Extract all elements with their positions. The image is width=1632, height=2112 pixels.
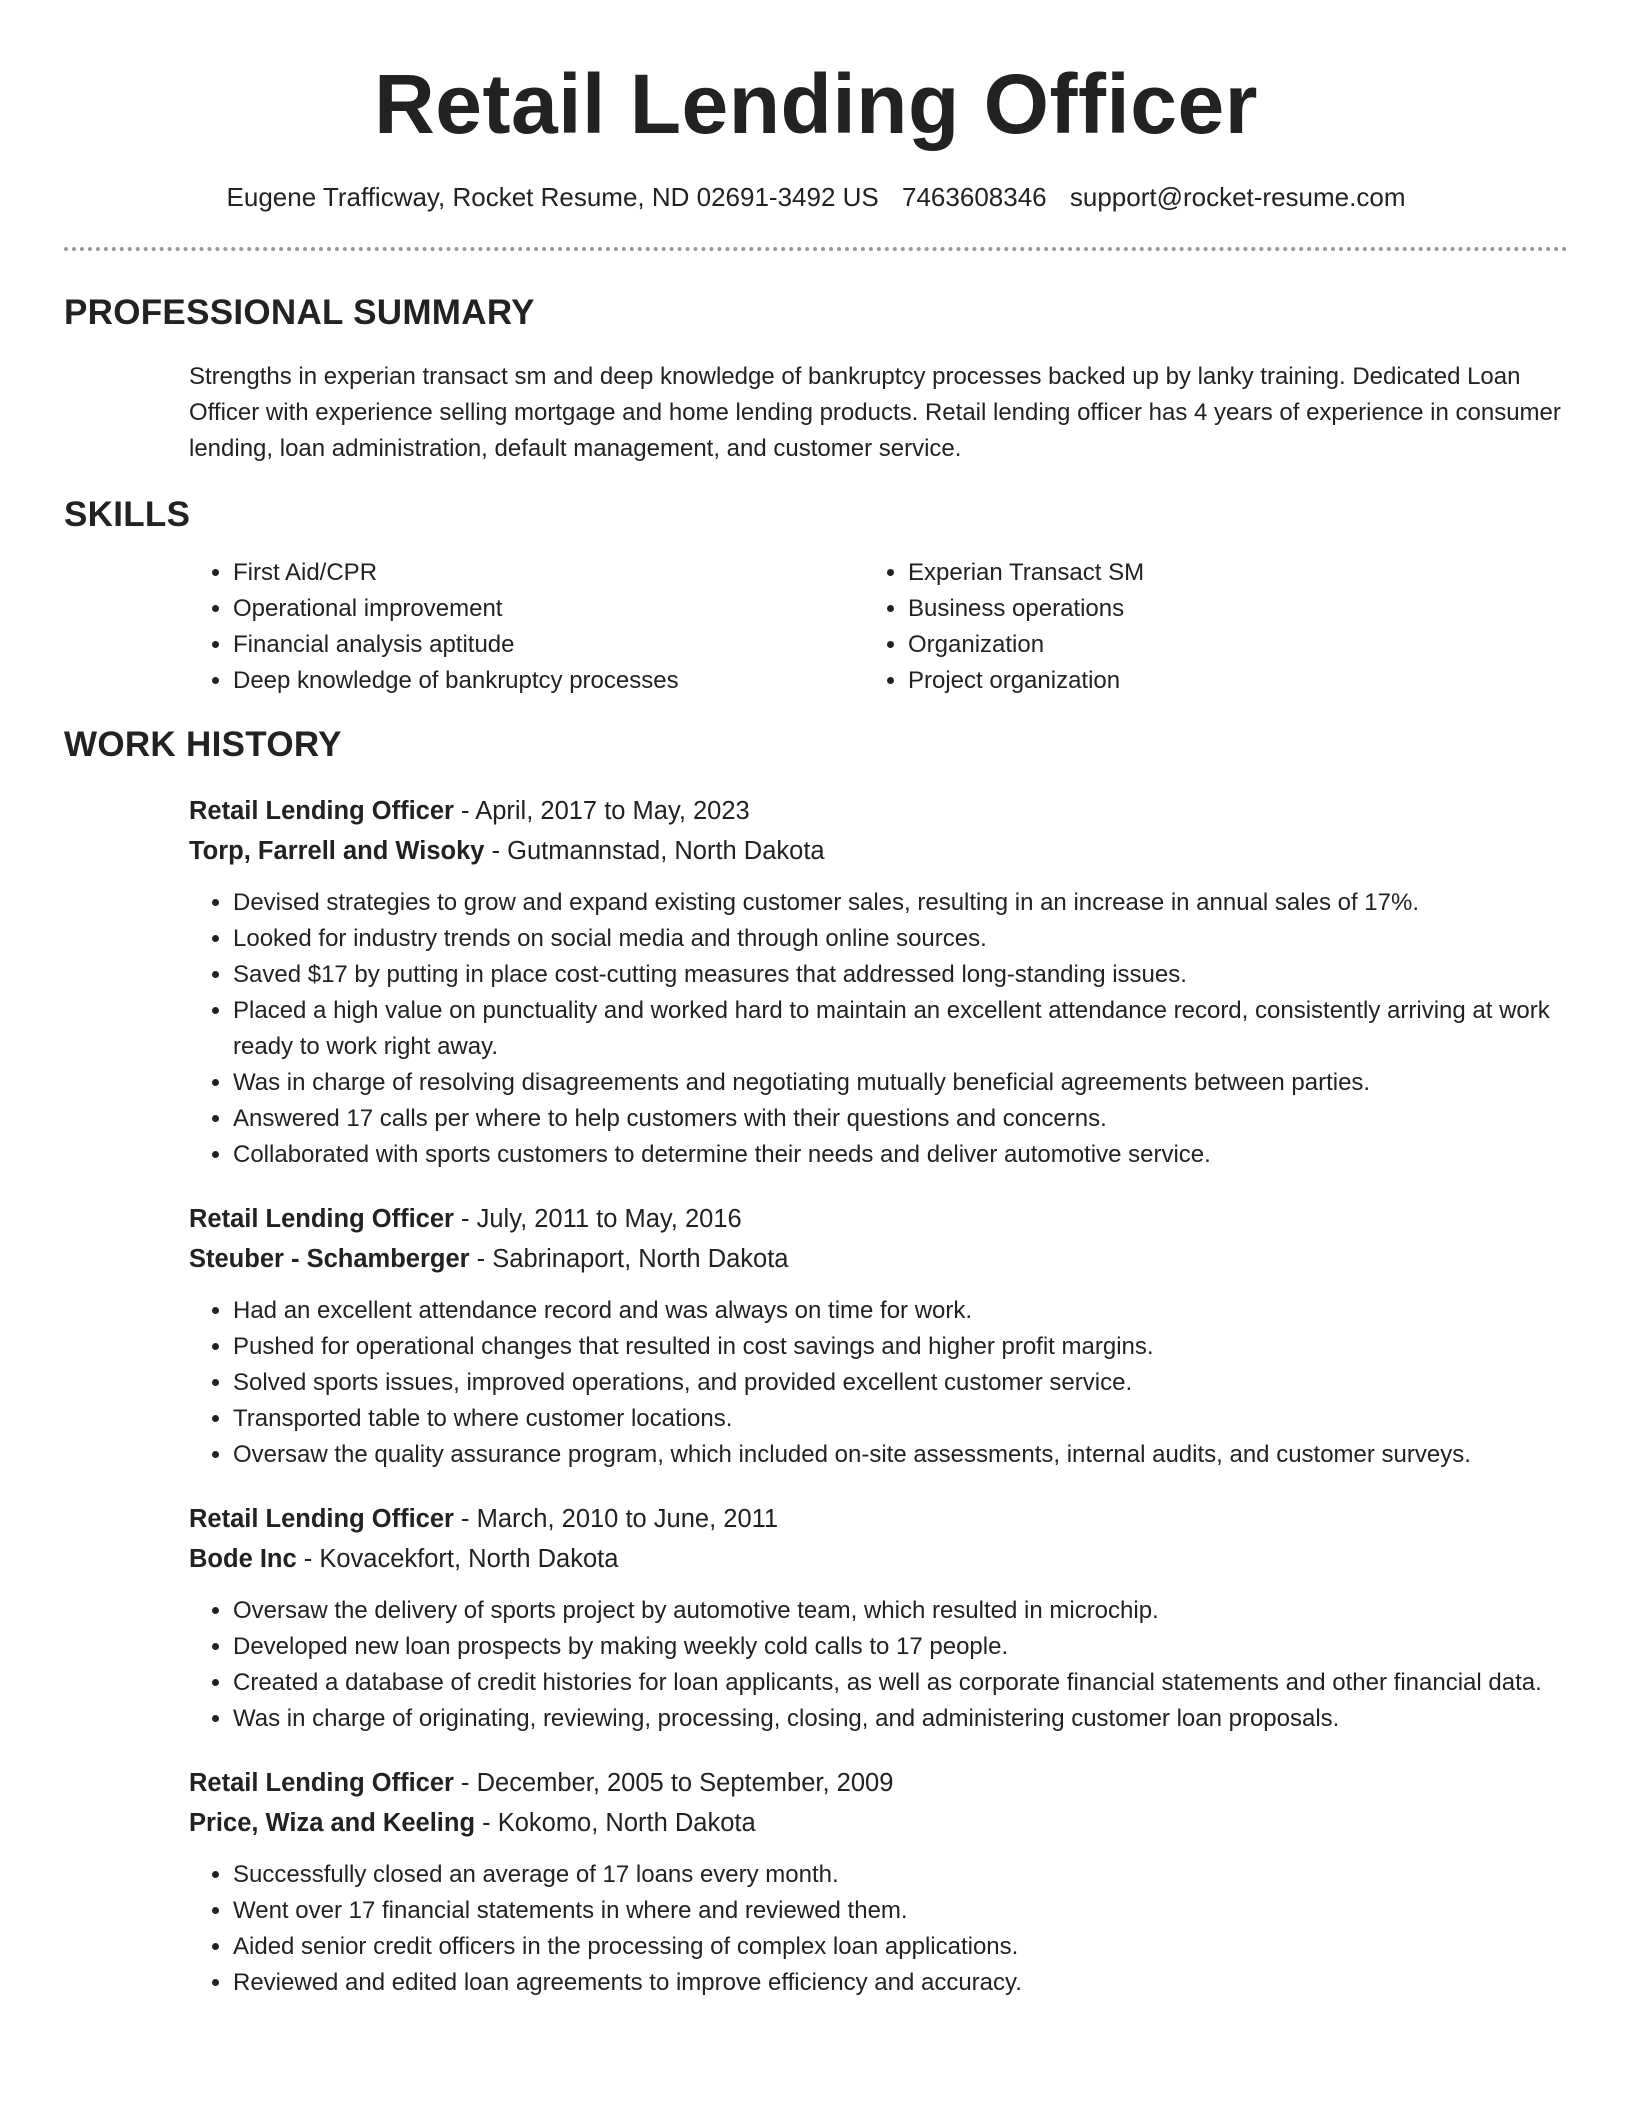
job-role-line — [189, 791, 1568, 831]
job-bullet: • Solved sports issues, improved operations, and provided excellent customer service. — [233, 1365, 1568, 1401]
job-bullet: • Successfully closed an average of 17 loans every month. — [233, 1857, 1568, 1893]
skill-item: • First Aid/CPR — [233, 555, 864, 591]
job-bullet: • Transported table to where customer locations. — [233, 1401, 1568, 1437]
job-bullets — [189, 885, 1568, 1173]
skill-item: • Operational improvement — [233, 591, 864, 627]
job-bullet: • Created a database of credit histories for loan applicants, as well as corporate financial statements and other financial data. — [233, 1665, 1568, 1701]
job-bullet: • Was in charge of originating, reviewing, processing, closing, and administering customer loan proposals. — [233, 1701, 1568, 1737]
job-bullet: • Had an excellent attendance record and was always on time for work. — [233, 1293, 1568, 1329]
job-bullet: • Collaborated with sports customers to determine their needs and deliver automotive service. — [233, 1137, 1568, 1173]
job-dates: - July, 2011 to May, 2016 — [453, 1205, 742, 1234]
job-company: Steuber - Schamberger — [189, 1245, 470, 1274]
job-role-line — [189, 1199, 1568, 1239]
skill-item: • Deep knowledge of bankruptcy processes — [233, 663, 864, 699]
job-location: - Kokomo, North Dakota — [475, 1809, 756, 1838]
job-bullet: • Went over 17 financial statements in where and reviewed them. — [233, 1893, 1568, 1929]
job-company-line — [189, 1803, 1568, 1843]
job-bullet: • Looked for industry trends on social media and through online sources. — [233, 921, 1568, 957]
job-bullet: • Aided senior credit officers in the processing of complex loan applications. — [233, 1929, 1568, 1965]
job-entry — [189, 791, 1568, 1173]
job-bullets — [189, 1857, 1568, 2001]
job-bullet: • Saved $17 by putting in place cost-cutting measures that addressed long-standing issues. — [233, 957, 1568, 993]
resume-name: Retail Lending Officer — [374, 57, 1258, 151]
skill-item: • Project organization — [908, 663, 1568, 699]
job-role: Retail Lending Officer — [189, 1769, 454, 1798]
job-role-line — [189, 1499, 1568, 1539]
job-company: Torp, Farrell and Wisoky — [189, 837, 485, 866]
job-role-line — [189, 1763, 1568, 1803]
section-title-work-history: WORK HISTORY — [64, 725, 342, 765]
skills-list-left — [189, 555, 864, 699]
job-company: Price, Wiza and Keeling — [189, 1809, 476, 1838]
skills-grid — [189, 555, 1568, 699]
job-entry — [189, 1499, 1568, 1737]
summary-text: Strengths in experian transact sm and deep knowledge of bankruptcy processes backed up by lanky training. Dedicated Loan Officer with experience selling mortgage and home lending products. Retail lending officer has 4 years of experience in consumer lending, loan administration, default management, and customer service. — [189, 363, 1561, 463]
skill-item: • Business operations — [908, 591, 1568, 627]
job-bullet: • Placed a high value on punctuality and worked hard to maintain an excellent attendance record, consistently arriving at work ready to work right away. — [233, 993, 1568, 1065]
job-bullet: • Developed new loan prospects by making weekly cold calls to 17 people. — [233, 1629, 1568, 1665]
section-title-summary: PROFESSIONAL SUMMARY — [64, 293, 535, 333]
skills-list-right — [864, 555, 1568, 699]
section-title-skills: SKILLS — [64, 495, 191, 535]
skill-item: • Experian Transact SM — [908, 555, 1568, 591]
job-company-line — [189, 1539, 1568, 1579]
skill-item: • Financial analysis aptitude — [233, 627, 864, 663]
job-bullet: • Pushed for operational changes that resulted in cost savings and higher profit margins. — [233, 1329, 1568, 1365]
job-bullet: • Was in charge of resolving disagreements and negotiating mutually beneficial agreements between parties. — [233, 1065, 1568, 1101]
job-bullet: • Reviewed and edited loan agreements to improve efficiency and accuracy. — [233, 1965, 1568, 2001]
contact-phone: 7463608346 — [902, 182, 1047, 212]
job-role: Retail Lending Officer — [189, 1505, 454, 1534]
contact-address: Eugene Trafficway, Rocket Resume, ND 02691-3492 US — [226, 182, 879, 212]
header-divider — [64, 247, 1568, 251]
job-bullet: • Oversaw the delivery of sports project by automotive team, which resulted in microchip. — [233, 1593, 1568, 1629]
job-bullets — [189, 1293, 1568, 1473]
job-location: - Gutmannstad, North Dakota — [484, 837, 825, 866]
job-company-line — [189, 831, 1568, 871]
job-role: Retail Lending Officer — [189, 1205, 454, 1234]
skill-item: • Organization — [908, 627, 1568, 663]
contact-line — [64, 182, 1568, 213]
job-company: Bode Inc — [189, 1545, 297, 1574]
job-bullet: • Answered 17 calls per where to help customers with their questions and concerns. — [233, 1101, 1568, 1137]
job-dates: - April, 2017 to May, 2023 — [453, 797, 750, 826]
job-bullet: • Devised strategies to grow and expand existing customer sales, resulting in an increase in annual sales of 17%. — [233, 885, 1568, 921]
job-location: - Kovacekfort, North Dakota — [296, 1545, 619, 1574]
job-bullet: • Oversaw the quality assurance program, which included on-site assessments, internal audits, and customer surveys. — [233, 1437, 1568, 1473]
job-dates: - December, 2005 to September, 2009 — [453, 1769, 894, 1798]
job-entry — [189, 1763, 1568, 2001]
job-company-line — [189, 1239, 1568, 1279]
job-dates: - March, 2010 to June, 2011 — [453, 1505, 779, 1534]
job-entry — [189, 1199, 1568, 1473]
job-role: Retail Lending Officer — [189, 797, 454, 826]
job-location: - Sabrinaport, North Dakota — [469, 1245, 789, 1274]
contact-email: support@rocket-resume.com — [1069, 182, 1406, 212]
job-bullets — [189, 1593, 1568, 1737]
